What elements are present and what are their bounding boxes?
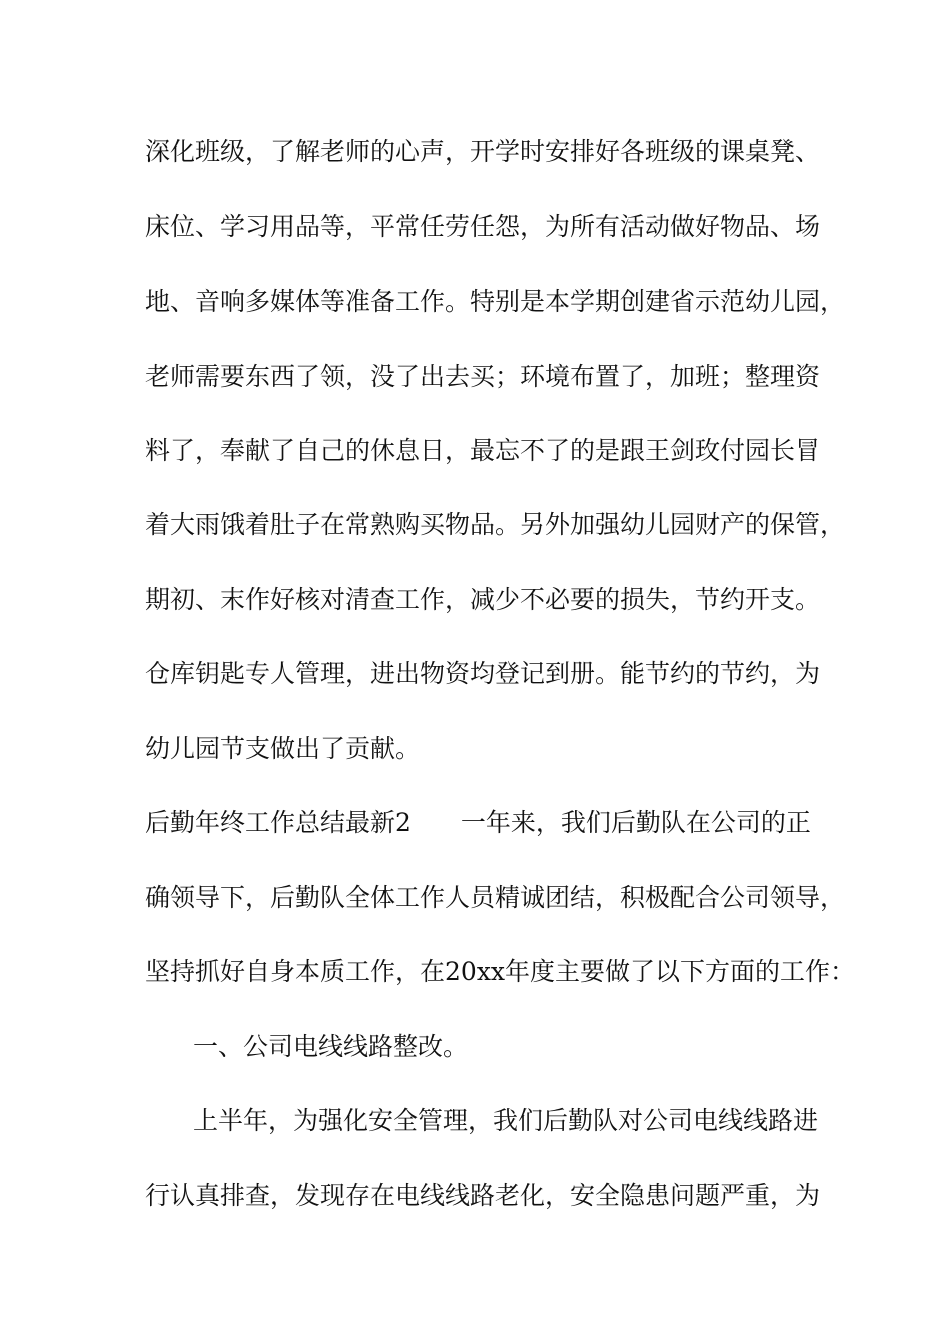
text-line: 仓库钥匙专人管理，进出物资均登记到册。能节约的节约，为 — [145, 659, 821, 688]
text-line: 幼儿园节支做出了贡献。 — [145, 734, 421, 763]
text-line: 料了，奉献了自己的休息日，最忘不了的是跟王剑玫付园长冒 — [145, 436, 821, 465]
text-line: 行认真排查，发现存在电线线路老化，安全隐患问题严重，为 — [145, 1181, 821, 1210]
text-line: 老师需要东西了领，没了出去买；环境布置了，加班；整理资 — [145, 362, 821, 391]
text-line: 坚持抓好自身本质工作，在20xx年度主要做了以下方面的工作： — [145, 957, 856, 986]
text-line: 确领导下，后勤队全体工作人员精诚团结，积极配合公司领导， — [145, 883, 846, 912]
text-line: 期初、末作好核对清查工作，减少不必要的损失，节约开支。 — [145, 585, 821, 614]
subheading-line: 一、公司电线线路整改。 — [193, 1032, 469, 1061]
text-line: 上半年，为强化安全管理，我们后勤队对公司电线线路进 — [193, 1106, 819, 1135]
text-line: 床位、学习用品等，平常任劳任怨，为所有活动做好物品、场 — [145, 212, 821, 241]
text-line: 深化班级，了解老师的心声，开学时安排好各班级的课桌凳、 — [145, 137, 821, 166]
section-heading-line: 后勤年终工作总结最新2 一年来，我们后勤队在公司的正 — [145, 808, 811, 837]
text-line: 地、音响多媒体等准备工作。特别是本学期创建省示范幼儿园， — [145, 287, 846, 316]
text-line: 着大雨饿着肚子在常熟购买物品。另外加强幼儿园财产的保管， — [145, 510, 846, 539]
